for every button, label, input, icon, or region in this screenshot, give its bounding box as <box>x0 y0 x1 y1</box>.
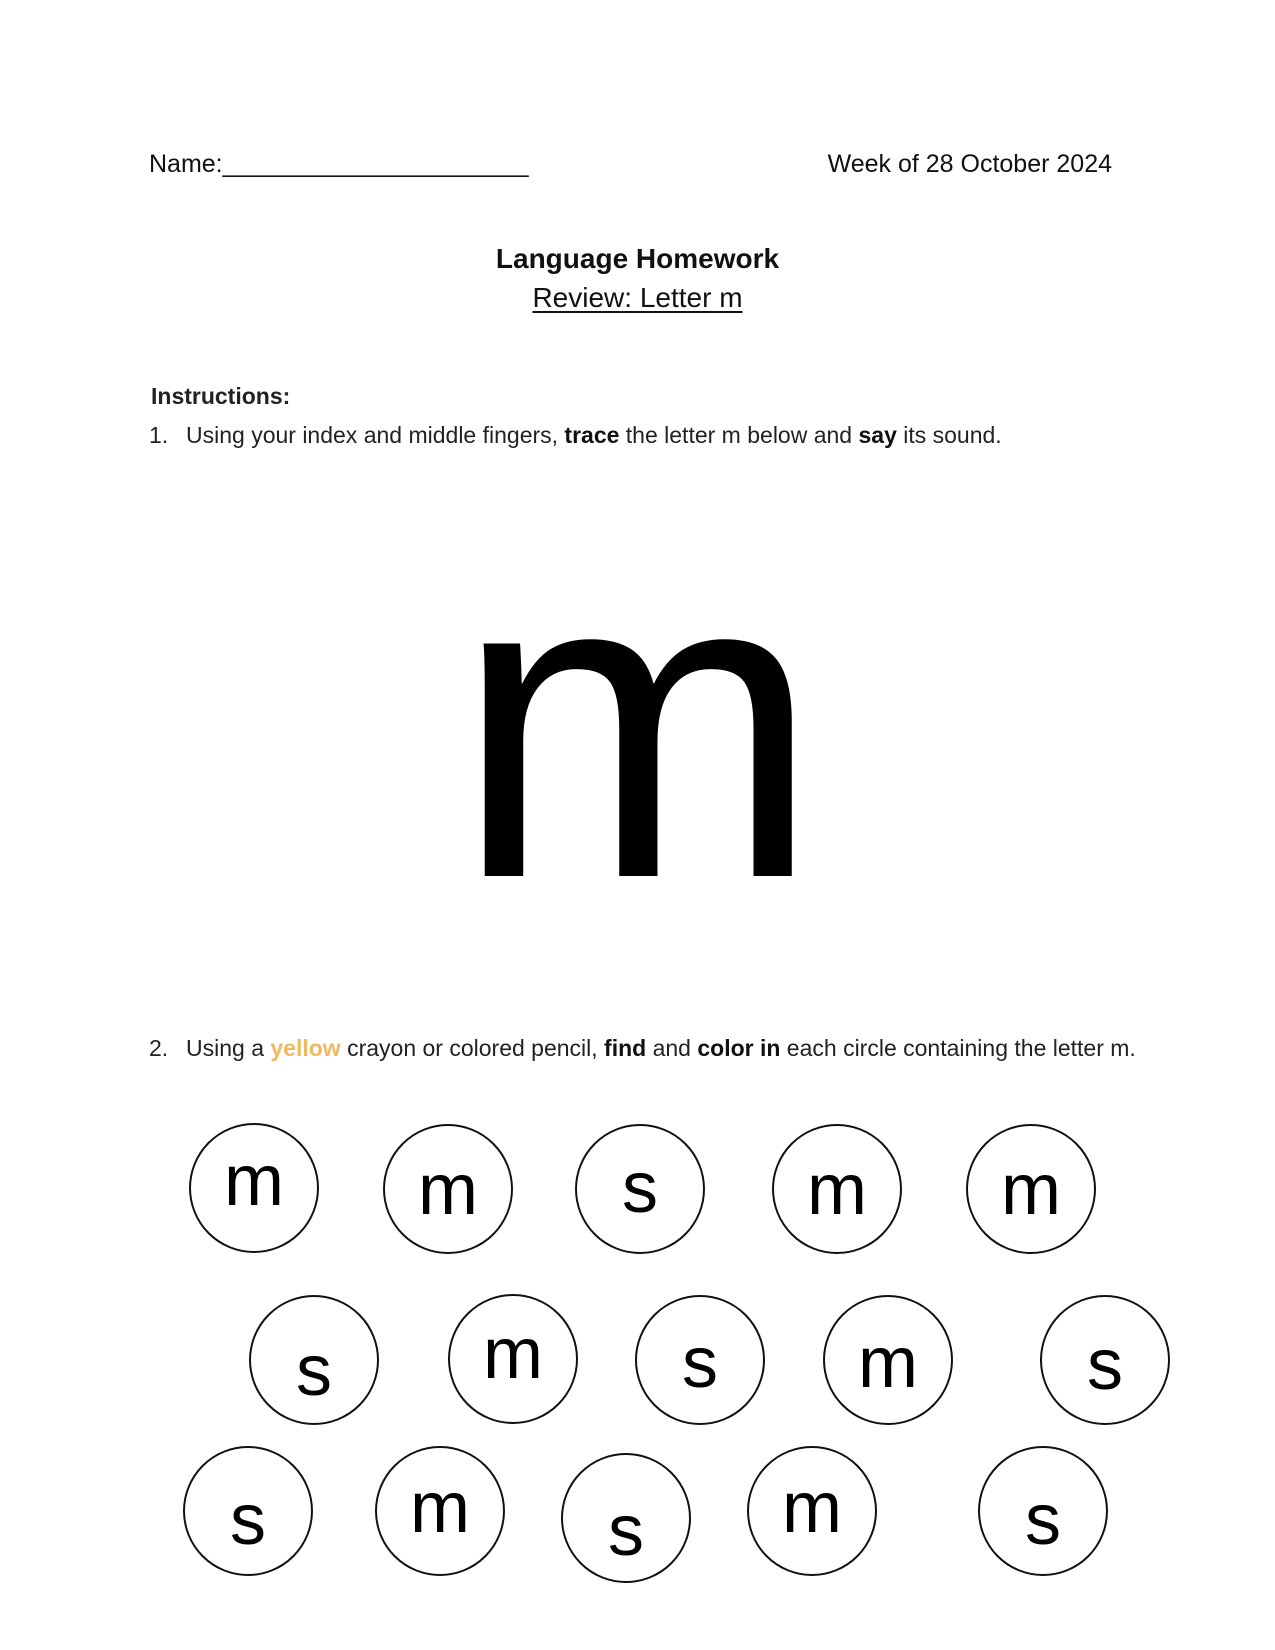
step-keyword: color in <box>697 1035 781 1061</box>
trace-letter[interactable]: m <box>454 479 821 970</box>
step-text: its sound. <box>896 422 1002 448</box>
letter-circle[interactable] <box>383 1124 513 1254</box>
letter-circle[interactable] <box>978 1446 1108 1576</box>
step-number: 1. <box>149 422 169 448</box>
circle-letter: s <box>296 1331 332 1411</box>
letter-circle[interactable] <box>772 1124 902 1254</box>
step-text: Using your index and middle fingers, <box>186 422 565 448</box>
circle-letter: s <box>1087 1325 1123 1405</box>
letter-circle[interactable] <box>249 1295 379 1425</box>
step-keyword: trace <box>564 422 620 448</box>
page-subtitle <box>0 282 1275 314</box>
letter-circle[interactable] <box>966 1124 1096 1254</box>
letter-circle[interactable] <box>448 1294 578 1424</box>
instruction-step-2 <box>149 1035 1136 1062</box>
circle-letter: s <box>230 1480 266 1560</box>
circle-letter: m <box>224 1141 284 1221</box>
instruction-step-1 <box>149 422 1002 449</box>
step-text: Using a <box>186 1035 271 1061</box>
instructions-heading: Instructions: <box>151 383 291 409</box>
letter-circle[interactable] <box>635 1295 765 1425</box>
step-text: crayon or colored pencil, <box>340 1035 605 1061</box>
step-text: each circle containing the letter m. <box>780 1035 1136 1061</box>
circle-letter: m <box>858 1323 918 1403</box>
step-number: 2. <box>149 1035 169 1061</box>
step-keyword: say <box>858 422 897 448</box>
circle-letter: s <box>682 1323 718 1403</box>
circle-letter: m <box>1001 1150 1061 1230</box>
letter-circle[interactable] <box>823 1295 953 1425</box>
letter-circle[interactable] <box>747 1446 877 1576</box>
circle-letter: s <box>1025 1480 1061 1560</box>
page-title: Language Homework <box>495 243 780 274</box>
circle-letter: m <box>807 1150 867 1230</box>
week-date: Week of 28 October 2024 <box>827 150 1112 178</box>
letter-circle[interactable] <box>375 1446 505 1576</box>
circle-letter: m <box>410 1468 470 1548</box>
circle-letter: m <box>782 1468 842 1548</box>
step-text: the letter m below and <box>619 422 859 448</box>
circle-letter: s <box>608 1491 644 1571</box>
color-word: yellow <box>270 1035 341 1061</box>
step-keyword: find <box>604 1035 647 1061</box>
letter-circle[interactable] <box>561 1453 691 1583</box>
letter-circle[interactable] <box>575 1124 705 1254</box>
circle-letter: m <box>418 1150 478 1230</box>
circle-letter: s <box>622 1148 658 1228</box>
circle-letter: m <box>483 1314 543 1394</box>
name-field[interactable]: Name:______________________ <box>149 150 529 178</box>
letter-circle[interactable] <box>183 1446 313 1576</box>
step-text: and <box>646 1035 698 1061</box>
subtitle-text: Review: Letter m <box>532 282 743 313</box>
letter-circle[interactable] <box>1040 1295 1170 1425</box>
letter-circle[interactable] <box>189 1123 319 1253</box>
